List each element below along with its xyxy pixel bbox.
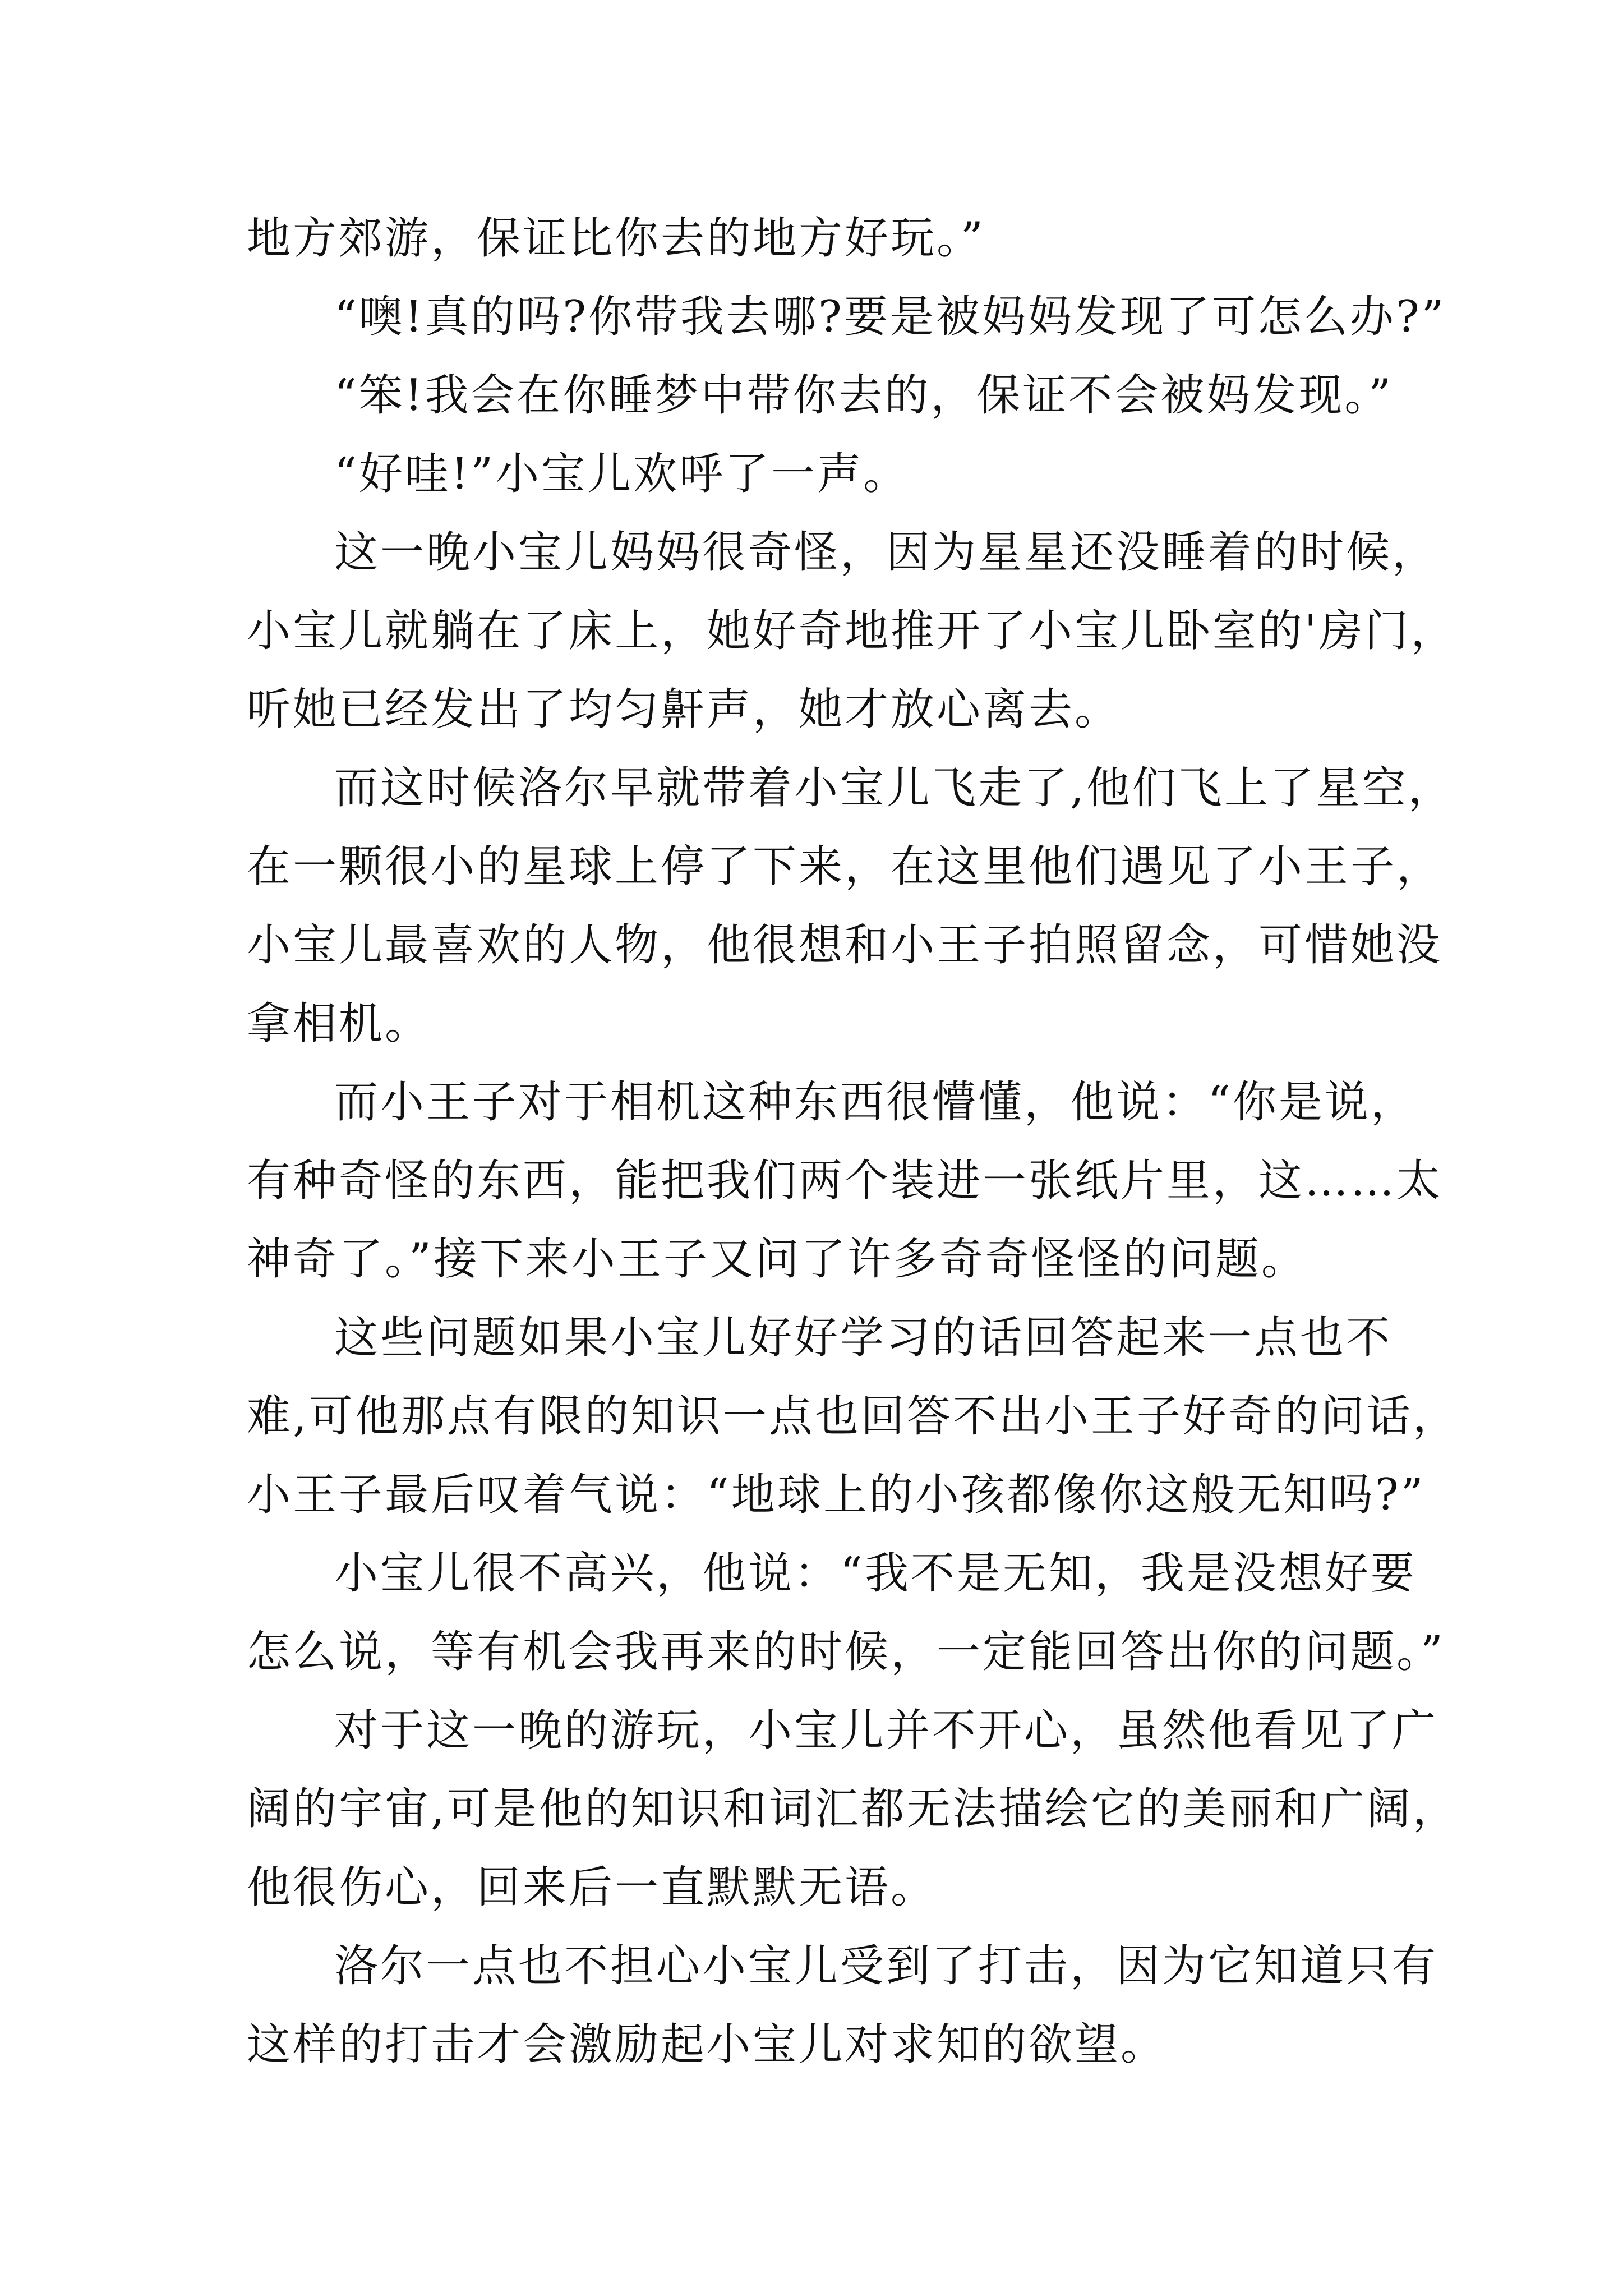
text-line: 小宝儿最喜欢的人物，他很想和小王子拍照留念，可惜她没 [247,920,1443,970]
text-line: 而小王子对于相机这种东西很懵懂，他说：“你是说， [334,1077,1417,1128]
text-line: “好哇!”小宝儿欢呼了一声。 [334,449,910,499]
text-line: 而这时候洛尔早就带着小宝儿飞走了,他们飞上了星空， [334,763,1454,813]
text-line: 有种奇怪的东西，能把我们两个装进一张纸片里，这……太 [247,1156,1443,1206]
text-line: 小王子最后叹着气说：“地球上的小孩都像你这般无知吗?” [247,1470,1426,1520]
text-line: 这些问题如果小宝儿好好学习的话回答起来一点也不 [334,1313,1393,1363]
text-line: 难,可他那点有限的知识一点也回答不出小王子好奇的问话， [247,1391,1459,1442]
text-line: 小宝儿就躺在了床上，她好奇地推开了小宝儿卧室的'房门， [247,606,1457,656]
text-line: 他很伤心，回来后一直默默无语。 [247,1862,937,1913]
text-line: 这一晚小宝儿妈妈很奇怪，因为星星还没睡着的时候， [334,527,1438,578]
text-line: 洛尔一点也不担心小宝儿受到了打击，因为它知道只有 [334,1941,1438,1991]
text-line: 对于这一晚的游玩，小宝儿并不开心，虽然他看见了广 [334,1705,1438,1756]
text-line: 地方郊游，保证比你去的地方好玩。” [247,213,985,264]
text-line: 在一颗很小的星球上停了下来，在这里他们遇见了小王子， [247,841,1443,892]
text-line: 小宝儿很不高兴，他说：“我不是无知，我是没想好要 [334,1548,1417,1599]
text-line: 听她已经发出了均匀鼾声，她才放心离去。 [247,684,1121,735]
text-line: “噢!真的吗?你带我去哪?要是被妈妈发现了可怎么办?” [334,292,1446,342]
text-line: 这样的打击才会激励起小宝儿对求知的欲望。 [247,2019,1167,2070]
text-line: 拿相机。 [247,999,431,1049]
text-line: 怎么说，等有机会我再来的时候，一定能回答出你的问题。” [247,1627,1445,1677]
text-line: “笨!我会在你睡梦中带你去的，保证不会被妈发现。” [334,370,1394,421]
text-line: 阔的宇宙,可是他的知识和词汇都无法描绘它的美丽和广阔， [247,1784,1459,1834]
text-line: 神奇了。”接下来小王子又问了许多奇奇怪怪的问题。 [247,1234,1307,1285]
